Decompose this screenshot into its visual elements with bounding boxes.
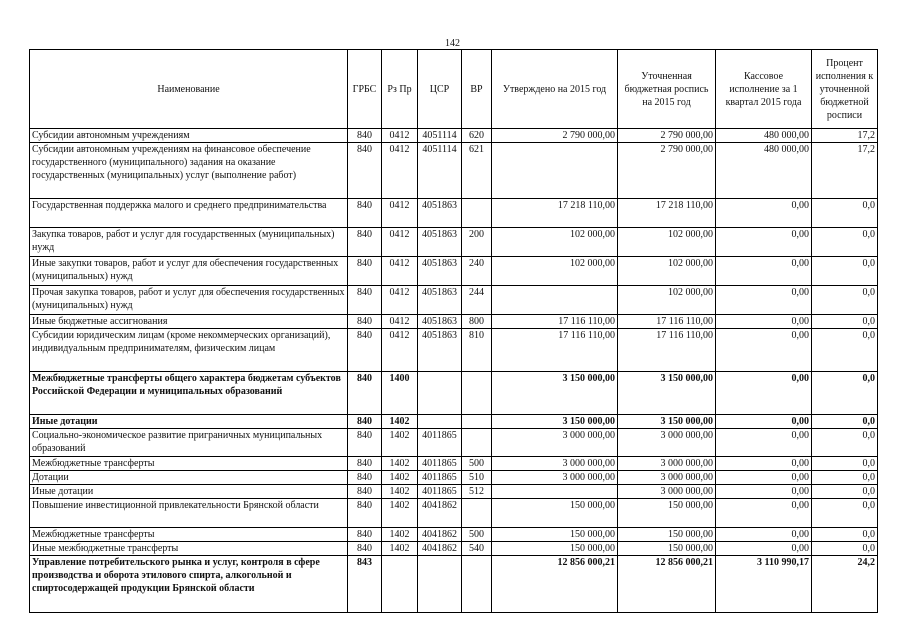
cell-refined: 17 116 110,00: [618, 329, 716, 372]
cell-grbs: 840: [348, 286, 382, 315]
cell-vr: 620: [462, 129, 492, 143]
table-row: [30, 528, 878, 542]
cell-percent: 0,0: [812, 372, 878, 415]
cell-csr: 4051863: [418, 315, 462, 329]
cell-percent: 0,0: [812, 257, 878, 286]
cell-rzpr: [382, 556, 418, 613]
cell-cash: 0,00: [716, 257, 812, 286]
cell-name: Межбюджетные трансферты: [30, 528, 348, 542]
header-vr: ВР: [462, 50, 492, 129]
cell-cash: 0,00: [716, 372, 812, 415]
table-row: [30, 143, 878, 199]
cell-percent: 24,2: [812, 556, 878, 613]
cell-grbs: 843: [348, 556, 382, 613]
cell-cash: 0,00: [716, 286, 812, 315]
cell-cash: 0,00: [716, 415, 812, 429]
header-approved: Утверждено на 2015 год: [492, 50, 618, 129]
cell-approved: [492, 143, 618, 199]
cell-percent: 0,0: [812, 528, 878, 542]
cell-name: Закупка товаров, работ и услуг для государственных (муниципальных) нужд: [30, 228, 348, 257]
cell-csr: 4011865: [418, 485, 462, 499]
cell-rzpr: 0412: [382, 329, 418, 372]
cell-rzpr: 1402: [382, 415, 418, 429]
cell-refined: 150 000,00: [618, 528, 716, 542]
cell-rzpr: 1402: [382, 471, 418, 485]
cell-rzpr: 0412: [382, 286, 418, 315]
cell-vr: [462, 556, 492, 613]
table-row: [30, 457, 878, 471]
cell-vr: 500: [462, 457, 492, 471]
cell-name: Иные закупки товаров, работ и услуг для обеспечения государственных (муниципальных) нужд: [30, 257, 348, 286]
cell-grbs: 840: [348, 199, 382, 228]
budget-table: [29, 49, 878, 613]
cell-rzpr: 0412: [382, 257, 418, 286]
cell-refined: 3 150 000,00: [618, 415, 716, 429]
cell-percent: 17,2: [812, 129, 878, 143]
cell-csr: 4051863: [418, 329, 462, 372]
cell-vr: [462, 499, 492, 528]
cell-grbs: 840: [348, 257, 382, 286]
cell-vr: 240: [462, 257, 492, 286]
cell-approved: 17 116 110,00: [492, 329, 618, 372]
cell-csr: [418, 556, 462, 613]
cell-rzpr: 0412: [382, 199, 418, 228]
cell-csr: 4051114: [418, 129, 462, 143]
cell-rzpr: 1402: [382, 457, 418, 471]
cell-approved: 12 856 000,21: [492, 556, 618, 613]
cell-name: Иные бюджетные ассигнования: [30, 315, 348, 329]
cell-approved: 150 000,00: [492, 542, 618, 556]
cell-percent: 17,2: [812, 143, 878, 199]
cell-refined: 102 000,00: [618, 257, 716, 286]
cell-grbs: 840: [348, 415, 382, 429]
cell-name: Прочая закупка товаров, работ и услуг для обеспечения государственных (муниципальных) нужд: [30, 286, 348, 315]
cell-refined: 150 000,00: [618, 542, 716, 556]
cell-vr: [462, 372, 492, 415]
cell-approved: 150 000,00: [492, 528, 618, 542]
cell-name: Управление потребительского рынка и услуг, контроля в сфере производства и оборота этилового спирта, алкогольной и спиртосодержащей продукции Брянской области: [30, 556, 348, 613]
cell-rzpr: 0412: [382, 143, 418, 199]
cell-cash: 480 000,00: [716, 129, 812, 143]
table-row: [30, 415, 878, 429]
cell-rzpr: 0412: [382, 228, 418, 257]
cell-rzpr: 1402: [382, 429, 418, 457]
cell-percent: 0,0: [812, 415, 878, 429]
cell-percent: 0,0: [812, 471, 878, 485]
cell-cash: 0,00: [716, 457, 812, 471]
cell-grbs: 840: [348, 528, 382, 542]
cell-grbs: 840: [348, 471, 382, 485]
cell-name: Субсидии автономным учреждениям на финансовое обеспечение государственного (муниципального) задания на оказание государственных (муниципальных) услуг (выполнение работ): [30, 143, 348, 199]
cell-vr: 512: [462, 485, 492, 499]
cell-grbs: 840: [348, 542, 382, 556]
cell-approved: 3 000 000,00: [492, 429, 618, 457]
header-cash: Кассовое исполнение за 1 квартал 2015 года: [716, 50, 812, 129]
cell-approved: 17 116 110,00: [492, 315, 618, 329]
cell-csr: [418, 415, 462, 429]
cell-csr: 4011865: [418, 429, 462, 457]
cell-grbs: 840: [348, 315, 382, 329]
header-grbs: ГРБС: [348, 50, 382, 129]
cell-approved: [492, 485, 618, 499]
cell-vr: 200: [462, 228, 492, 257]
table-row: [30, 228, 878, 257]
header-refined: Уточненная бюджетная роспись на 2015 год: [618, 50, 716, 129]
cell-approved: 3 000 000,00: [492, 471, 618, 485]
cell-rzpr: 1402: [382, 499, 418, 528]
cell-cash: 0,00: [716, 429, 812, 457]
cell-refined: 102 000,00: [618, 228, 716, 257]
cell-cash: 0,00: [716, 499, 812, 528]
cell-refined: 3 150 000,00: [618, 372, 716, 415]
cell-csr: 4051863: [418, 286, 462, 315]
cell-csr: 4051114: [418, 143, 462, 199]
cell-percent: 0,0: [812, 542, 878, 556]
cell-vr: [462, 199, 492, 228]
table-row: [30, 485, 878, 499]
cell-percent: 0,0: [812, 457, 878, 471]
cell-name: Субсидии юридическим лицам (кроме некоммерческих организаций), индивидуальным предпринимателям, физическим лицам: [30, 329, 348, 372]
cell-approved: 102 000,00: [492, 228, 618, 257]
cell-cash: 0,00: [716, 199, 812, 228]
cell-percent: 0,0: [812, 499, 878, 528]
cell-name: Социально-экономическое развитие приграничных муниципальных образований: [30, 429, 348, 457]
cell-approved: 17 218 110,00: [492, 199, 618, 228]
cell-name: Дотации: [30, 471, 348, 485]
cell-cash: 0,00: [716, 485, 812, 499]
cell-cash: 0,00: [716, 528, 812, 542]
cell-vr: 621: [462, 143, 492, 199]
cell-csr: 4011865: [418, 457, 462, 471]
cell-grbs: 840: [348, 499, 382, 528]
cell-vr: 510: [462, 471, 492, 485]
cell-grbs: 840: [348, 457, 382, 471]
cell-approved: 3 150 000,00: [492, 415, 618, 429]
cell-name: Иные межбюджетные трансферты: [30, 542, 348, 556]
cell-name: Межбюджетные трансферты: [30, 457, 348, 471]
cell-percent: 0,0: [812, 429, 878, 457]
table-row: [30, 429, 878, 457]
cell-percent: 0,0: [812, 228, 878, 257]
cell-csr: 4041862: [418, 499, 462, 528]
cell-approved: [492, 286, 618, 315]
page-number: 142: [445, 38, 460, 49]
cell-csr: 4051863: [418, 257, 462, 286]
cell-vr: 810: [462, 329, 492, 372]
cell-percent: 0,0: [812, 199, 878, 228]
cell-refined: 102 000,00: [618, 286, 716, 315]
table-row: [30, 499, 878, 528]
cell-refined: 3 000 000,00: [618, 429, 716, 457]
cell-name: Иные дотации: [30, 485, 348, 499]
cell-cash: 0,00: [716, 542, 812, 556]
table-row: [30, 556, 878, 613]
cell-rzpr: 1402: [382, 542, 418, 556]
table-body: [30, 129, 878, 613]
cell-percent: 0,0: [812, 485, 878, 499]
header-csr: ЦСР: [418, 50, 462, 129]
cell-name: Субсидии автономным учреждениям: [30, 129, 348, 143]
cell-vr: 540: [462, 542, 492, 556]
cell-refined: 12 856 000,21: [618, 556, 716, 613]
cell-csr: 4041862: [418, 542, 462, 556]
cell-percent: 0,0: [812, 329, 878, 372]
cell-refined: 17 116 110,00: [618, 315, 716, 329]
table-row: [30, 257, 878, 286]
cell-rzpr: 0412: [382, 315, 418, 329]
cell-cash: 0,00: [716, 228, 812, 257]
cell-cash: 0,00: [716, 471, 812, 485]
table-row: [30, 199, 878, 228]
cell-grbs: 840: [348, 129, 382, 143]
cell-vr: [462, 429, 492, 457]
cell-refined: 3 000 000,00: [618, 471, 716, 485]
cell-approved: 150 000,00: [492, 499, 618, 528]
table-row: [30, 372, 878, 415]
cell-approved: 3 000 000,00: [492, 457, 618, 471]
cell-rzpr: 1402: [382, 485, 418, 499]
cell-grbs: 840: [348, 143, 382, 199]
cell-approved: 102 000,00: [492, 257, 618, 286]
table-header-row: [30, 50, 878, 129]
cell-refined: 150 000,00: [618, 499, 716, 528]
cell-csr: 4041862: [418, 528, 462, 542]
cell-csr: 4011865: [418, 471, 462, 485]
cell-vr: [462, 415, 492, 429]
cell-grbs: 840: [348, 372, 382, 415]
table-row: [30, 542, 878, 556]
header-name: Наименование: [30, 50, 348, 129]
cell-refined: 2 790 000,00: [618, 129, 716, 143]
table-row: [30, 129, 878, 143]
cell-name: Повышение инвестиционной привлекательности Брянской области: [30, 499, 348, 528]
cell-csr: 4051863: [418, 228, 462, 257]
cell-cash: 480 000,00: [716, 143, 812, 199]
cell-vr: 800: [462, 315, 492, 329]
cell-vr: 244: [462, 286, 492, 315]
cell-approved: 3 150 000,00: [492, 372, 618, 415]
table-row: [30, 286, 878, 315]
table-row: [30, 315, 878, 329]
cell-refined: 17 218 110,00: [618, 199, 716, 228]
cell-name: Государственная поддержка малого и среднего предпринимательства: [30, 199, 348, 228]
cell-name: Иные дотации: [30, 415, 348, 429]
cell-csr: [418, 372, 462, 415]
cell-cash: 0,00: [716, 315, 812, 329]
cell-grbs: 840: [348, 429, 382, 457]
header-percent: Процент исполнения к уточненной бюджетной росписи: [812, 50, 878, 129]
cell-rzpr: 0412: [382, 129, 418, 143]
cell-rzpr: 1400: [382, 372, 418, 415]
cell-refined: 3 000 000,00: [618, 485, 716, 499]
cell-percent: 0,0: [812, 286, 878, 315]
cell-grbs: 840: [348, 329, 382, 372]
cell-rzpr: 1402: [382, 528, 418, 542]
header-rzpr: Рз Пр: [382, 50, 418, 129]
cell-percent: 0,0: [812, 315, 878, 329]
cell-vr: 500: [462, 528, 492, 542]
cell-refined: 2 790 000,00: [618, 143, 716, 199]
cell-csr: 4051863: [418, 199, 462, 228]
cell-cash: 0,00: [716, 329, 812, 372]
cell-grbs: 840: [348, 228, 382, 257]
table-row: [30, 329, 878, 372]
cell-name: Межбюджетные трансферты общего характера бюджетам субъектов Российской Федерации и муниципальных образований: [30, 372, 348, 415]
cell-cash: 3 110 990,17: [716, 556, 812, 613]
cell-grbs: 840: [348, 485, 382, 499]
cell-refined: 3 000 000,00: [618, 457, 716, 471]
cell-approved: 2 790 000,00: [492, 129, 618, 143]
table-row: [30, 471, 878, 485]
